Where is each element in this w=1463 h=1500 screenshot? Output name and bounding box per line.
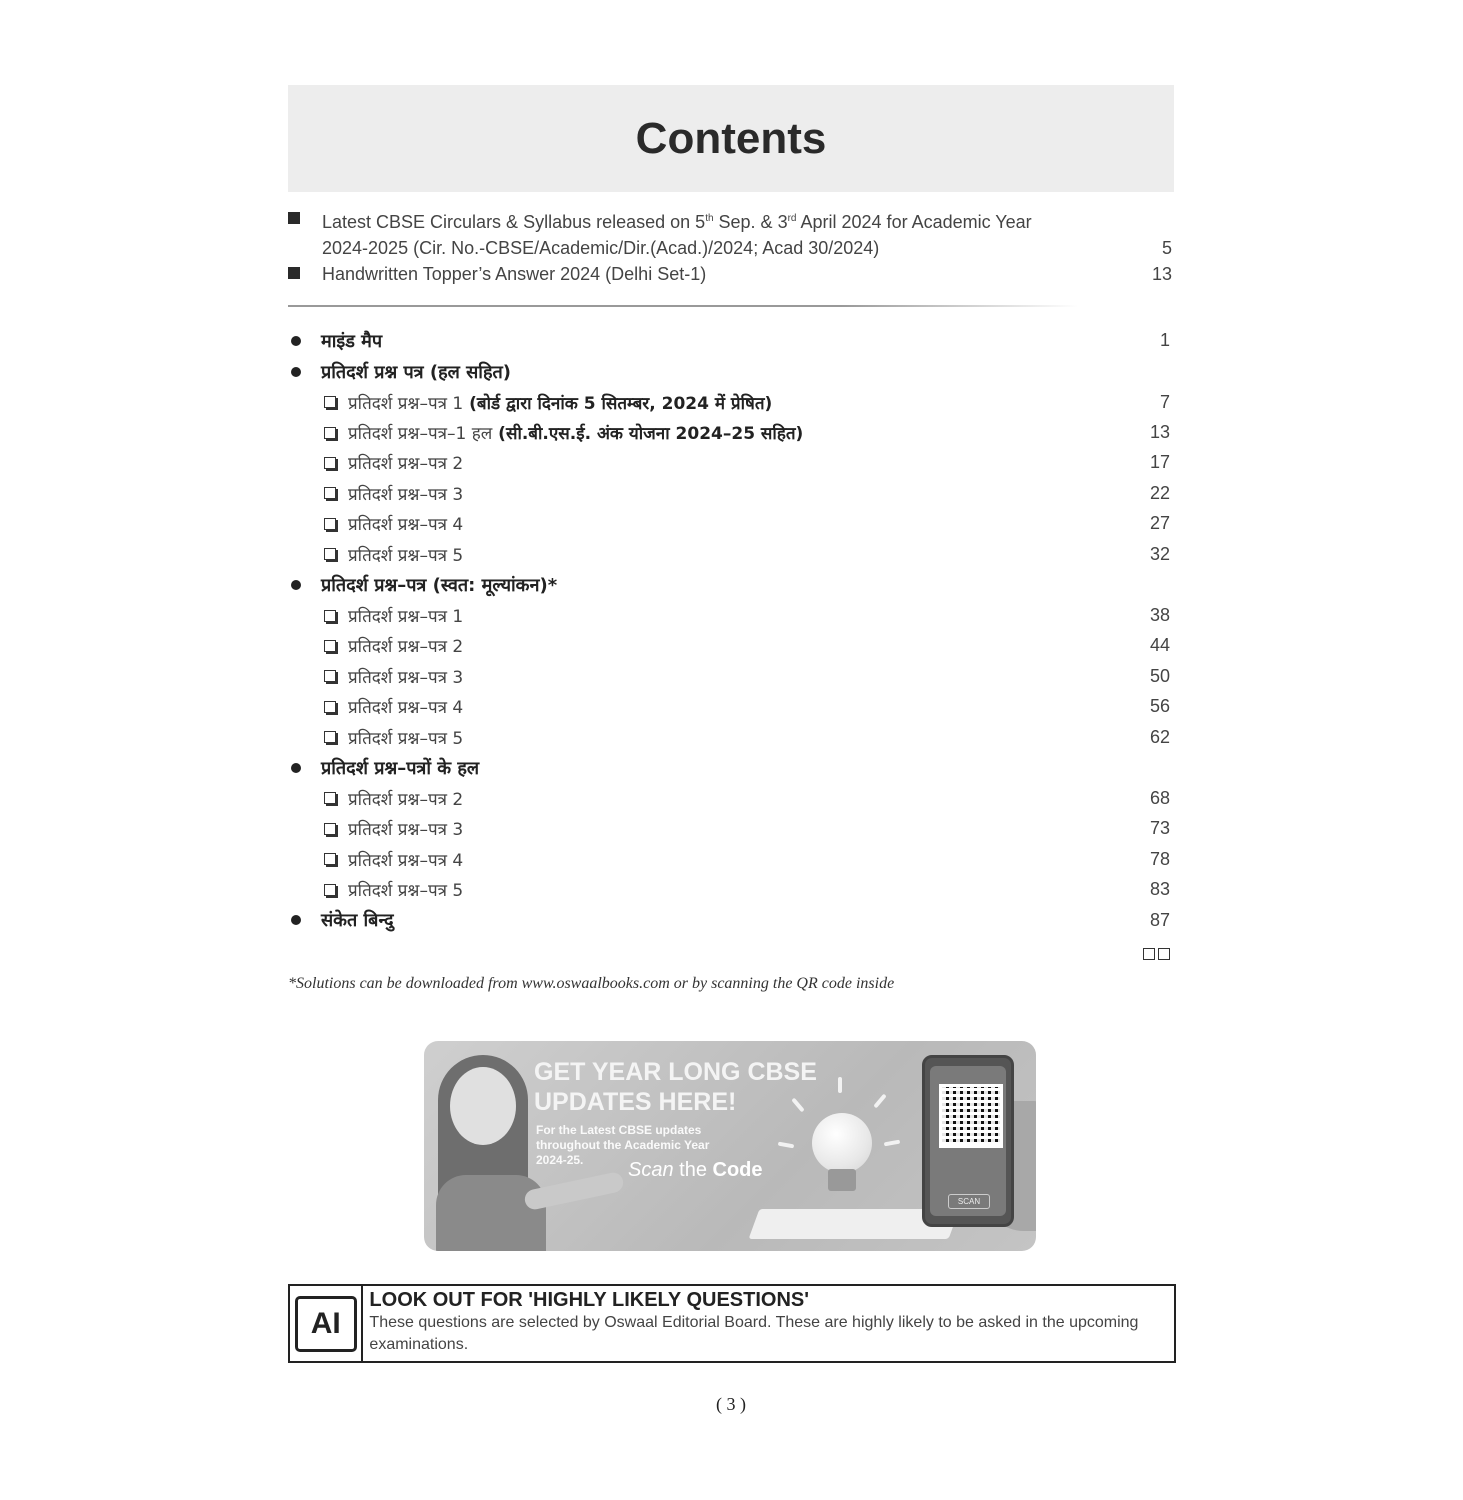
checkbox-bullet-icon (324, 427, 336, 439)
toc-section-self-assessment (288, 569, 1174, 600)
page-number: 38 (1149, 605, 1170, 626)
page-number: 7 (1159, 391, 1170, 412)
checkbox-bullet-icon (324, 457, 336, 469)
toc-item (288, 600, 1174, 630)
page-title: Contents (635, 113, 827, 163)
lightbulb-base (828, 1169, 856, 1191)
checkbox-bullet-icon (324, 884, 336, 896)
item-label: प्रतिदर्श प्रश्न–पत्र 1 (बोर्ड द्वारा दिनांक 5 सितम्बर, 2024 में प्रेषित) (348, 393, 773, 414)
section-label: प्रतिदर्श प्रश्न–पत्र (स्वत: मूल्यांकन)* (321, 574, 558, 596)
checkbox-bullet-icon (324, 610, 336, 622)
checkbox-bullet-icon (324, 548, 336, 560)
page-number: 87 (1149, 909, 1170, 930)
page-number: 56 (1149, 696, 1170, 717)
toc-item (288, 874, 1174, 904)
toc-item (288, 509, 1174, 539)
checkbox-bullet-icon (324, 792, 336, 804)
list-item-text: Handwritten Topper’s Answer 2024 (Delhi Set-1) (322, 264, 707, 284)
item-label: प्रतिदर्श प्रश्न–पत्र–1 हल (सी.बी.एस.ई. अंक योजना 2024–25 सहित) (348, 424, 804, 445)
toc-item (288, 417, 1174, 447)
bullet-icon (291, 580, 301, 590)
checkbox-bullet-icon (324, 853, 336, 865)
item-label: प्रतिदर्श प्रश्न–पत्र 5 (348, 881, 464, 902)
phone-icon (922, 1055, 1014, 1227)
page-number: 44 (1149, 635, 1170, 656)
checkbox-bullet-icon (324, 701, 336, 713)
banner-subtext: For the Latest CBSE updates throughout the Academic Year 2024-25. (536, 1123, 710, 1167)
ai-title: LOOK OUT FOR 'HIGHLY LIKELY QUESTIONS' (369, 1289, 809, 1311)
end-mark-icon (1143, 948, 1170, 960)
qr-code-icon[interactable] (939, 1084, 1003, 1148)
page-number: 13 (1149, 422, 1170, 443)
checkbox-bullet-icon (324, 518, 336, 530)
item-label: प्रतिदर्श प्रश्न–पत्र 1 (348, 607, 464, 628)
section-label: प्रतिदर्श प्रश्न पत्र (हल सहित) (321, 361, 512, 383)
page-number: 83 (1149, 879, 1170, 900)
item-label: प्रतिदर्श प्रश्न–पत्र 2 (348, 454, 464, 475)
item-label: प्रतिदर्श प्रश्न–पत्र 4 (348, 698, 464, 719)
toc-item (288, 448, 1174, 478)
page-number-footer: ( 3 ) (716, 1394, 746, 1414)
item-label: प्रतिदर्श प्रश्न–पत्र 5 (348, 728, 464, 749)
page-number: 73 (1149, 818, 1170, 839)
bullet-icon (291, 336, 301, 346)
checkbox-bullet-icon (324, 640, 336, 652)
toc-item (288, 783, 1174, 813)
illustration-girl-arm (523, 1171, 625, 1211)
section-label: प्रतिदर्श प्रश्न–पत्रों के हल (321, 757, 480, 779)
page-number: 68 (1149, 787, 1170, 808)
ai-description: These questions are selected by Oswaal Editorial Board. These are highly likely to be asked in the upcoming examinations. (369, 1314, 1139, 1353)
toc-item (288, 631, 1174, 661)
highly-likely-questions-box (288, 1284, 1176, 1363)
bullet-icon (291, 915, 301, 925)
item-label: प्रतिदर्श प्रश्न–पत्र 2 (348, 789, 464, 810)
item-label: प्रतिदर्श प्रश्न–पत्र 4 (348, 515, 464, 536)
english-list (288, 206, 1174, 287)
section-label: माइंड मैप (321, 330, 383, 352)
page-number: 1 (1159, 330, 1170, 350)
cbse-updates-banner (424, 1041, 1036, 1251)
illustration-girl-head (450, 1067, 516, 1145)
toc-item (288, 814, 1174, 844)
page-number: 13 (1151, 264, 1172, 284)
item-label: प्रतिदर्श प्रश्न–पत्र 3 (348, 820, 464, 841)
toc-item (288, 539, 1174, 569)
item-label: प्रतिदर्श प्रश्न–पत्र 4 (348, 850, 464, 871)
divider (288, 305, 1078, 307)
page-number: 5 (1161, 238, 1172, 258)
list-item-cbse-circulars (288, 206, 1174, 261)
toc-item (288, 387, 1174, 417)
list-item-topper-answer (288, 261, 1174, 287)
checkbox-bullet-icon (324, 731, 336, 743)
page-number: 78 (1149, 848, 1170, 869)
toc-item (288, 844, 1174, 874)
footnote: *Solutions can be downloaded from www.oswaalbooks.com or by scanning the QR code inside (288, 975, 895, 992)
square-bullet-icon (288, 267, 300, 279)
page-number: 32 (1149, 543, 1170, 564)
checkbox-bullet-icon (324, 396, 336, 408)
contents-header (288, 85, 1174, 192)
toc-section-hints (288, 905, 1174, 936)
toc-item (288, 692, 1174, 722)
page-number: 17 (1149, 452, 1170, 473)
toc-list (288, 325, 1174, 936)
illustration-girl-body (436, 1175, 546, 1251)
lightbulb-icon (812, 1113, 872, 1173)
ai-icon-cell (290, 1286, 363, 1361)
page-number: 27 (1149, 513, 1170, 534)
page-number: 22 (1149, 482, 1170, 503)
page-number: 62 (1149, 726, 1170, 747)
bullet-icon (291, 763, 301, 773)
page-number: 50 (1149, 665, 1170, 686)
checkbox-bullet-icon (324, 487, 336, 499)
item-label: प्रतिदर्श प्रश्न–पत्र 5 (348, 545, 464, 566)
contents-page (288, 85, 1174, 1414)
toc-item (288, 478, 1174, 508)
toc-item (288, 661, 1174, 691)
checkbox-bullet-icon (324, 823, 336, 835)
checkbox-bullet-icon (324, 670, 336, 682)
toc-section-solutions (288, 752, 1174, 783)
bullet-icon (291, 367, 301, 377)
item-label: प्रतिदर्श प्रश्न–पत्र 2 (348, 637, 464, 658)
section-label: संकेत बिन्दु (321, 910, 394, 932)
ai-book-icon: AI (295, 1296, 357, 1352)
ai-text (363, 1286, 1174, 1361)
square-bullet-icon (288, 212, 300, 224)
banner-scan-text: Scan the Code (628, 1159, 763, 1181)
item-label: प्रतिदर्श प्रश्न–पत्र 3 (348, 667, 464, 688)
toc-section-sample-papers (288, 356, 1174, 387)
item-label: प्रतिदर्श प्रश्न–पत्र 3 (348, 484, 464, 505)
scan-button[interactable]: SCAN (948, 1194, 990, 1209)
list-item-text: Latest CBSE Circulars & Syllabus released on 5th Sep. & 3rd April 2024 for Academic Year 2024-2025 (Cir. No.-CBSE/Academic/Dir.(Acad.)/2024; Acad 30/2024) (322, 212, 1032, 258)
toc-item (288, 722, 1174, 752)
toc-section-mind-map (288, 325, 1174, 356)
banner-headline: GET YEAR LONG CBSE UPDATES HERE! (534, 1058, 817, 1116)
